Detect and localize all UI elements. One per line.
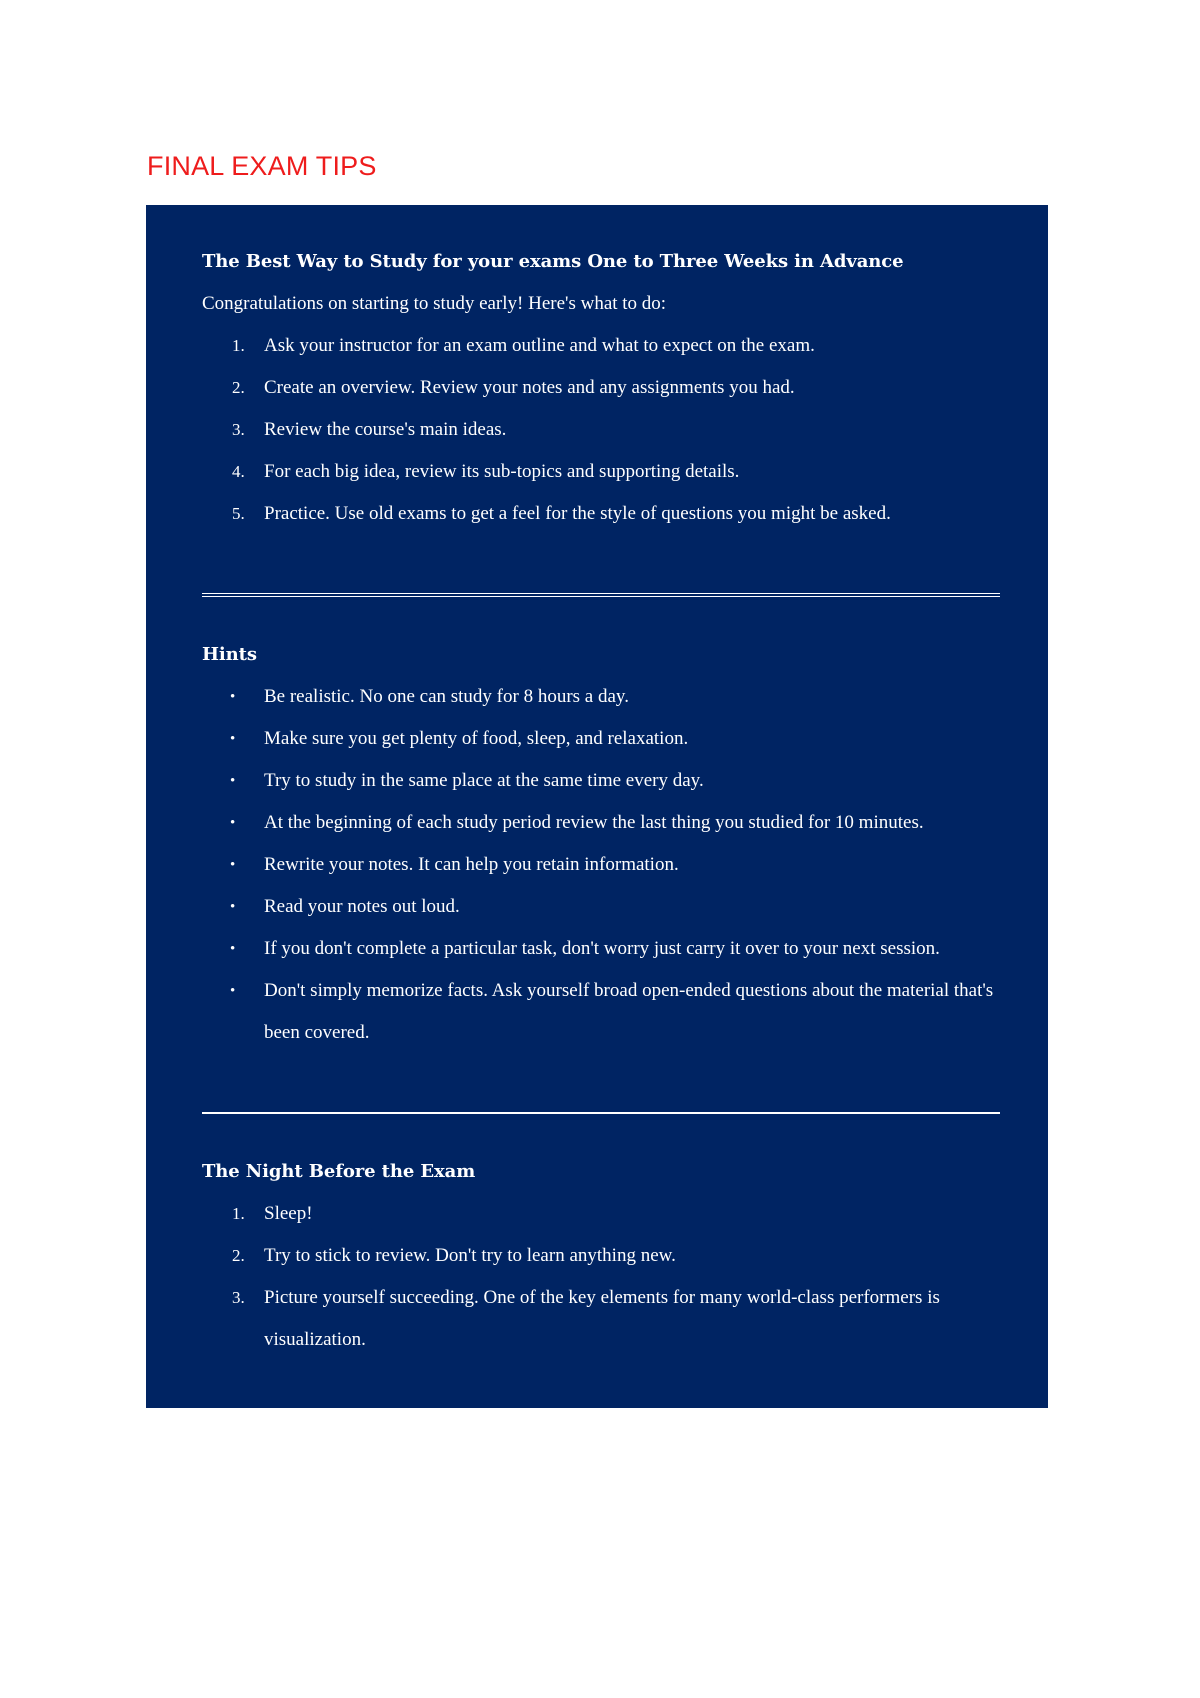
list-item — [202, 451, 998, 493]
list-item-text: If you don't complete a particular task, don't worry just carry it over to your next session. — [264, 938, 940, 959]
list-item-text: Try to stick to review. Don't try to learn anything new. — [264, 1245, 676, 1266]
list-item — [202, 325, 998, 367]
section-heading: The Best Way to Study for your exams One to Three Weeks in Advance — [202, 251, 904, 272]
list-item-text: For each big idea, review its sub-topics and supporting details. — [264, 461, 740, 482]
bullet-icon: • — [230, 941, 236, 957]
list-item — [202, 886, 998, 928]
hints-list — [202, 676, 998, 1054]
list-number: 3. — [232, 420, 245, 439]
advance-steps-list — [202, 325, 998, 535]
list-item — [202, 493, 998, 535]
list-item — [202, 409, 998, 451]
list-item — [202, 367, 998, 409]
list-item-text: Be realistic. No one can study for 8 hours a day. — [264, 686, 629, 707]
list-item-text: Sleep! — [264, 1203, 313, 1224]
section-hints — [202, 634, 998, 1054]
list-item-text: Read your notes out loud. — [264, 896, 460, 917]
section-intro: Congratulations on starting to study early! Here's what to do: — [202, 293, 667, 314]
list-item-text: Ask your instructor for an exam outline and what to expect on the exam. — [264, 335, 815, 356]
list-item — [202, 844, 998, 886]
list-item — [202, 1193, 998, 1235]
list-item — [202, 1235, 998, 1277]
list-number: 5. — [232, 504, 245, 523]
list-number: 1. — [232, 1204, 245, 1223]
list-item — [202, 970, 998, 1054]
divider-spacing — [202, 597, 998, 634]
list-item-text: Practice. Use old exams to get a feel for the style of questions you might be asked. — [264, 503, 891, 524]
section-heading: The Night Before the Exam — [202, 1161, 476, 1182]
section-heading: Hints — [202, 644, 257, 665]
list-item — [202, 802, 998, 844]
bullet-icon: • — [230, 815, 236, 831]
list-number: 2. — [232, 378, 245, 397]
divider-spacing — [202, 1114, 998, 1151]
list-item-text: At the beginning of each study period review the last thing you studied for 10 minutes. — [264, 812, 924, 833]
list-number: 3. — [232, 1288, 245, 1307]
section-night-before — [202, 1151, 998, 1361]
list-number: 4. — [232, 462, 245, 481]
tips-panel — [146, 205, 1048, 1408]
list-number: 2. — [232, 1246, 245, 1265]
bullet-icon: • — [230, 857, 236, 873]
bullet-icon: • — [230, 731, 236, 747]
list-item-text: Picture yourself succeeding. One of the key elements for many world-class performers is visualization. — [264, 1287, 940, 1350]
list-item-text: Try to study in the same place at the same time every day. — [264, 770, 704, 791]
list-item-text: Don't simply memorize facts. Ask yourself broad open-ended questions about the material that's been covered. — [264, 980, 994, 1043]
list-item — [202, 718, 998, 760]
list-item-text: Review the course's main ideas. — [264, 419, 507, 440]
list-item — [202, 760, 998, 802]
bullet-icon: • — [230, 983, 236, 999]
list-item-text: Make sure you get plenty of food, sleep, and relaxation. — [264, 728, 689, 749]
list-number: 1. — [232, 336, 245, 355]
bullet-icon: • — [230, 689, 236, 705]
list-item — [202, 928, 998, 970]
page-title: FINAL EXAM TIPS — [147, 151, 377, 181]
section-advance-study — [202, 241, 998, 535]
bullet-icon: • — [230, 899, 236, 915]
night-before-list — [202, 1193, 998, 1361]
list-item — [202, 676, 998, 718]
list-item-text: Rewrite your notes. It can help you retain information. — [264, 854, 679, 875]
bullet-icon: • — [230, 773, 236, 789]
list-item-text: Create an overview. Review your notes and any assignments you had. — [264, 377, 795, 398]
list-item — [202, 1277, 998, 1361]
